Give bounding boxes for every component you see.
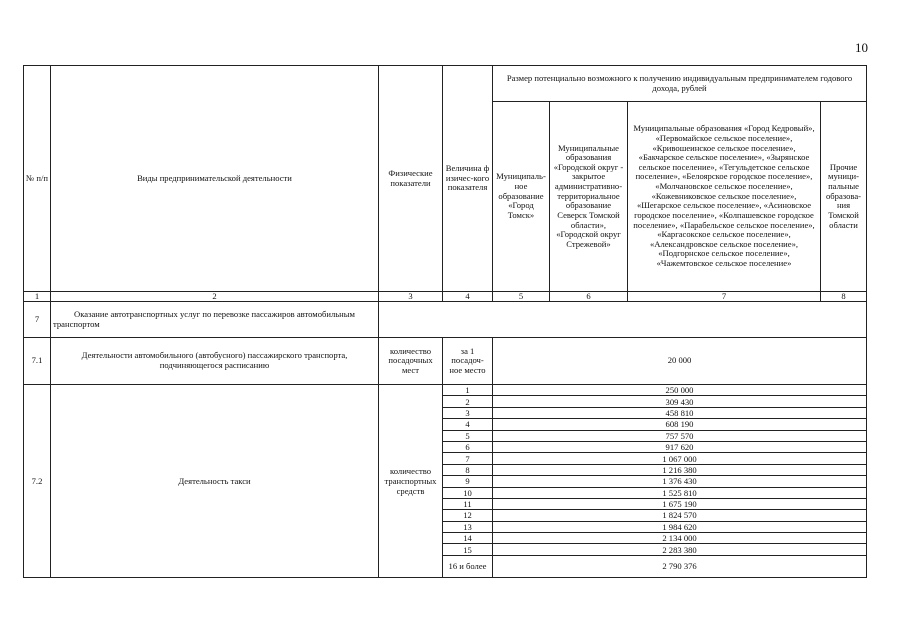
column-number: 7 <box>628 292 821 302</box>
indicator-value: 1 <box>443 385 493 396</box>
header-row <box>24 66 867 102</box>
header-kedrovy: Муниципальные образования «Город Кедровый», «Первомайское сельское поселение», «Кривошеинское сельское поселение», «Бакчарское сельское поселение», «Зырянское сельское поселение», «Тегульдетское сельское поселение», «Белоярское городское поселение», «Молчановское сельское поселение», «Кожевниковское сельское поселение», «Шегарское сельское поселение», «Асиновское городское поселение», «Колпашевское городское поселение», «Парабельское сельское поселение», «Каргасокское сельское поселение», «Александровское сельское поселение», «Подгорнское сельское поселение», «Чажемтовское сельское поселение» <box>628 102 821 292</box>
indicator-value: 11 <box>443 498 493 509</box>
row-number: 7.2 <box>24 385 51 578</box>
income-value: 917 620 <box>493 441 867 452</box>
table-row-7-2 <box>24 385 867 396</box>
income-value: 309 430 <box>493 396 867 407</box>
empty-cell <box>379 302 867 338</box>
indicator-value: 13 <box>443 521 493 532</box>
table-row-7 <box>24 302 867 338</box>
header-tomsk: Муниципаль-ное образование «Город Томск» <box>493 102 550 292</box>
physical-indicator: количество посадочных мест <box>379 338 443 385</box>
header-seversk: Муниципальные образования «Городской округ - закрытое административно-территориальное образование Северск Томской области», «Городской округ Стрежевой» <box>550 102 628 292</box>
row-number: 7.1 <box>24 338 51 385</box>
column-number-row <box>24 292 867 302</box>
activity-name: Деятельности автомобильного (автобусного) пассажирского транспорта, подчиняющегося расписанию <box>51 338 379 385</box>
indicator-value: 7 <box>443 453 493 464</box>
indicator-value: 10 <box>443 487 493 498</box>
indicator-value: 8 <box>443 464 493 475</box>
income-value: 2 134 000 <box>493 533 867 544</box>
column-number: 6 <box>550 292 628 302</box>
indicator-value: 3 <box>443 407 493 418</box>
income-value: 1 824 570 <box>493 510 867 521</box>
income-value: 1 376 430 <box>493 476 867 487</box>
column-number: 8 <box>821 292 867 302</box>
physical-indicator: количество транспортных средств <box>379 385 443 578</box>
indicator-value: 2 <box>443 396 493 407</box>
column-number: 1 <box>24 292 51 302</box>
income-value: 1 675 190 <box>493 498 867 509</box>
column-number: 4 <box>443 292 493 302</box>
column-number: 2 <box>51 292 379 302</box>
column-number: 3 <box>379 292 443 302</box>
income-value: 1 216 380 <box>493 464 867 475</box>
income-value: 1 067 000 <box>493 453 867 464</box>
indicator-value: 9 <box>443 476 493 487</box>
indicator-value: 16 и более <box>443 555 493 577</box>
table-row-7-1 <box>24 338 867 385</box>
income-value: 757 570 <box>493 430 867 441</box>
activity-name: Деятельность такси <box>51 385 379 578</box>
table-body <box>24 66 867 578</box>
indicator-value: 14 <box>443 533 493 544</box>
header-physical: Физические показатели <box>379 66 443 292</box>
indicator-value: 6 <box>443 441 493 452</box>
indicator-value: за 1 посадоч-ное место <box>443 338 493 385</box>
income-table <box>23 65 867 578</box>
income-value: 1 525 810 <box>493 487 867 498</box>
row-number: 7 <box>24 302 51 338</box>
income-value: 2 283 380 <box>493 544 867 555</box>
header-no: № п/п <box>24 66 51 292</box>
header-income-group: Размер потенциально возможного к получению индивидуальным предпринимателем годового дохода, рублей <box>493 66 867 102</box>
income-value: 458 810 <box>493 407 867 418</box>
indicator-value: 5 <box>443 430 493 441</box>
income-value: 20 000 <box>493 338 867 385</box>
column-number: 5 <box>493 292 550 302</box>
income-value: 608 190 <box>493 419 867 430</box>
header-other: Прочие муници-пальные образова-ния Томской области <box>821 102 867 292</box>
header-value: Величина физичес-кого показателя <box>443 66 493 292</box>
activity-name: Оказание автотранспортных услуг по перевозке пассажиров автомобильным транспортом <box>51 302 379 338</box>
income-value: 250 000 <box>493 385 867 396</box>
header-activity: Виды предпринимательской деятельности <box>51 66 379 292</box>
indicator-value: 12 <box>443 510 493 521</box>
page-number: 10 <box>855 40 868 55</box>
income-value: 1 984 620 <box>493 521 867 532</box>
indicator-value: 4 <box>443 419 493 430</box>
indicator-value: 15 <box>443 544 493 555</box>
income-value: 2 790 376 <box>493 555 867 577</box>
